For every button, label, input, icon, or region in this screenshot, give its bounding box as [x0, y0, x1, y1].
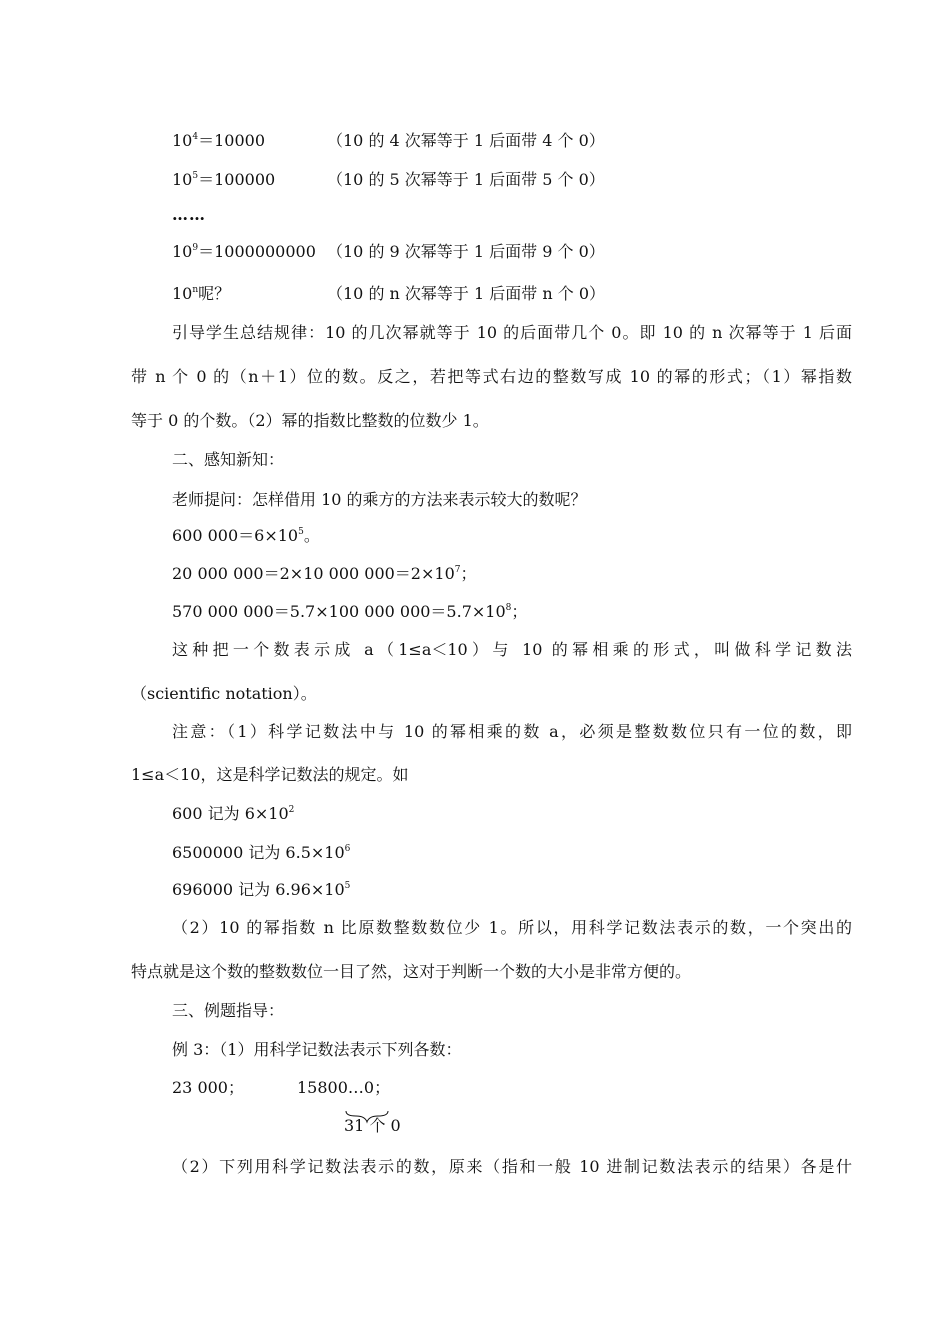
power-note-n: （10 的 n 次幂等于 1 后面带 n 个 0） — [327, 284, 606, 303]
brace-label: 31 个 0 — [344, 1116, 401, 1135]
summary-line-2: 带 n 个 0 的（n＋1）位的数。反之，若把等式右边的整数写成 10 的幂的形式；（1）幂指数 — [131, 367, 852, 386]
power-row-9: $10^9=1000000000$ — [172, 242, 316, 261]
power-row-n: 10$^n$呢？ — [172, 284, 231, 303]
summary-line-1: 引导学生总结规律：10 的几次幂就等于 10 的后面带几个 0。即 10 的 n 次幂等于 1 后面 — [172, 323, 852, 342]
ellipsis: …… — [172, 205, 206, 224]
teacher-question: 老师提问：怎样借用 10 的乘方的方法来表示较大的数呢？ — [172, 490, 587, 509]
example-600: 600 记为 $6\times 10^2$ — [172, 804, 295, 823]
summary-line-3: 等于 0 的个数。（2）幂的指数比整数的位数少 1。 — [131, 411, 489, 430]
example-570000000: 570 000 000＝5.7×100 000 $000=5.7\times 10^8$； — [172, 602, 528, 621]
example-696000: 696000 记为 $6.96\times 10^5$ — [172, 880, 351, 899]
power-row-4: $10^4=10000$ — [172, 131, 265, 150]
point-2-line-2: 特点就是这个数的整数数位一目了然，这对于判断一个数的大小是非常方便的。 — [131, 962, 692, 981]
note-line-1: 注意：（1）科学记数法中与 10 的幂相乘的数 a，必须是整数数位只有一位的数，即 — [172, 722, 852, 741]
section-3-heading: 三、例题指导： — [172, 1001, 285, 1020]
number-23000: 23 000； — [172, 1078, 244, 1097]
example-600000: 600 $000=6\times 10^5$。 — [172, 526, 320, 545]
number-15800-zeros: 15800…0； — [297, 1078, 391, 1097]
power-note-5: （10 的 5 次幂等于 1 后面带 5 个 0） — [327, 170, 605, 189]
point-2-line-1: （2）10 的幂指数 n 比原数整数数位少 1。所以，用科学记数法表示的数，一个突出的 — [172, 918, 852, 937]
power-row-5: $10^5=100000$ — [172, 170, 276, 189]
definition-line-1: 这种把一个数表示成 a（1≤a＜10）与 10 的幂相乘的形式，叫做科学记数法 — [172, 640, 852, 659]
note-line-2: 1≤a＜10，这是科学记数法的规定。如 — [131, 765, 409, 784]
example-20000000: 20 000 000＝2×10 000 $000=2\times 10^7$； — [172, 564, 477, 583]
power-note-4: （10 的 4 次幂等于 1 后面带 4 个 0） — [327, 131, 605, 150]
section-2-heading: 二、感知新知： — [172, 450, 285, 469]
example-6500000: 6500000 记为 $6.5\times 10^6$ — [172, 843, 351, 862]
power-note-9: （10 的 9 次幂等于 1 后面带 9 个 0） — [327, 242, 605, 261]
part-2-question: （2）下列用科学记数法表示的数，原来（指和一般 10 进制记数法表示的结果）各是什 — [172, 1157, 852, 1176]
definition-line-2: （scientific notation）。 — [131, 684, 317, 703]
example-3-label: 例 3：（1）用科学记数法表示下列各数： — [172, 1040, 462, 1059]
